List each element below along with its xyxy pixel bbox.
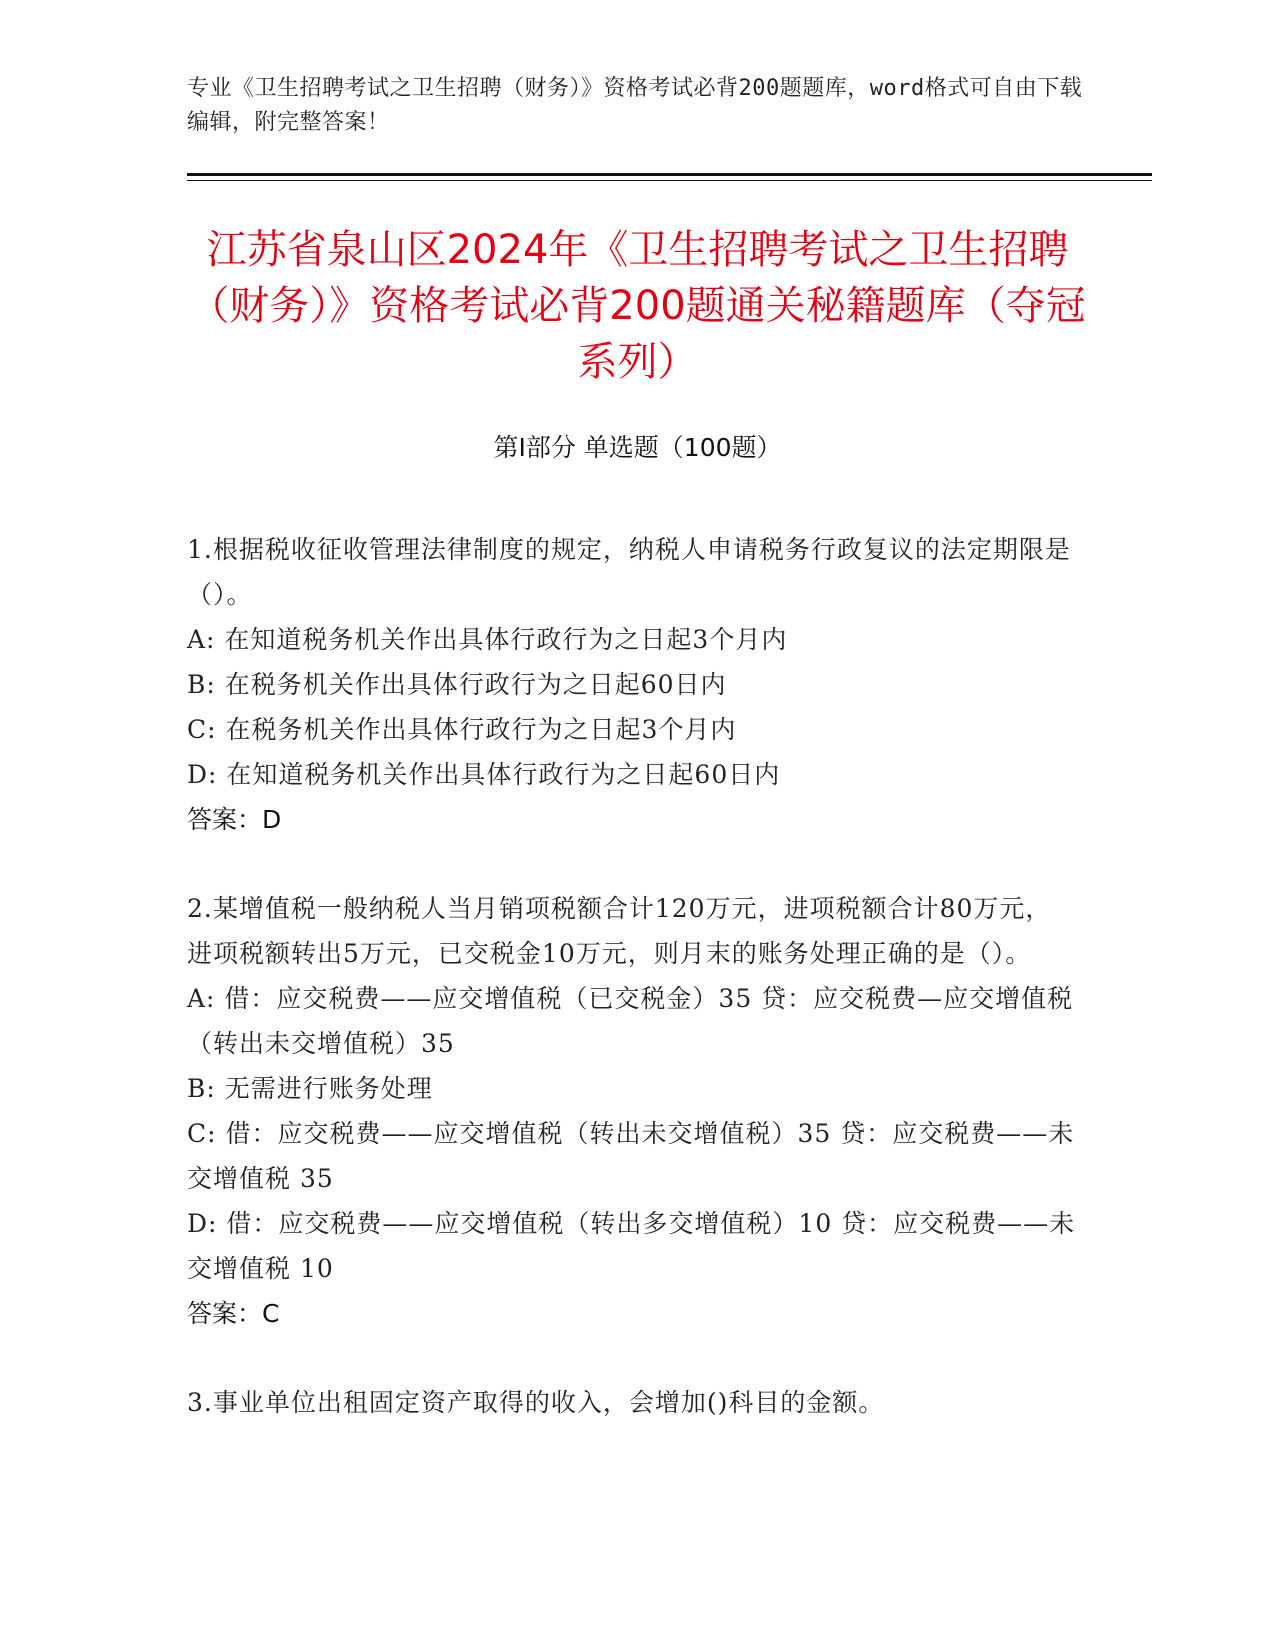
option-c: C: 借：应交税费——应交增值税（转出未交增值税）35 贷：应交税费——未交增值税 35 (187, 1119, 1075, 1193)
header-divider-thick (187, 173, 1152, 176)
question-item (187, 527, 1077, 842)
option-a: A: 借：应交税费——应交增值税（已交税金）35 贷：应交税费—应交增值税（转出未交增值税）35 (187, 984, 1074, 1058)
question-stem: 3.事业单位出租固定资产取得的收入，会增加()科目的金额。 (187, 1388, 885, 1417)
option-d: D: 在知道税务机关作出具体行政行为之日起60日内 (187, 760, 781, 789)
document-title: 江苏省泉山区2024年《卫生招聘考试之卫生招聘（财务）》资格考试必背200题通关秘籍题库（夺冠系列） (189, 227, 1086, 385)
option-d: D: 借：应交税费——应交增值税（转出多交增值税）10 贷：应交税费——未交增值税 10 (187, 1209, 1076, 1283)
question-item (187, 1380, 1077, 1425)
header-note: 专业《卫生招聘考试之卫生招聘（财务）》资格考试必背200题题库，word格式可自由下载编辑，附完整答案！ (187, 76, 1083, 135)
question-item (187, 886, 1077, 1336)
option-a: A: 在知道税务机关作出具体行政行为之日起3个月内 (187, 625, 788, 654)
question-stem: 2.某增值税一般纳税人当月销项税额合计120万元，进项税额合计80万元，进项税额转出5万元，已交税金10万元，则月末的账务处理正确的是（）。 (187, 894, 1052, 968)
option-b: B: 无需进行账务处理 (187, 1074, 433, 1103)
question-stem: 1.根据税收征收管理法律制度的规定，纳税人申请税务行政复议的法定期限是（）。 (187, 535, 1071, 609)
section-heading: 第I部分 单选题（100题） (493, 433, 782, 462)
answer-line: 答案：C (187, 1299, 280, 1328)
header-divider-thin (187, 180, 1152, 181)
option-c: C: 在税务机关作出具体行政行为之日起3个月内 (187, 715, 737, 744)
option-b: B: 在税务机关作出具体行政行为之日起60日内 (187, 670, 727, 699)
answer-line: 答案：D (187, 805, 282, 834)
question-list (187, 527, 1077, 1469)
